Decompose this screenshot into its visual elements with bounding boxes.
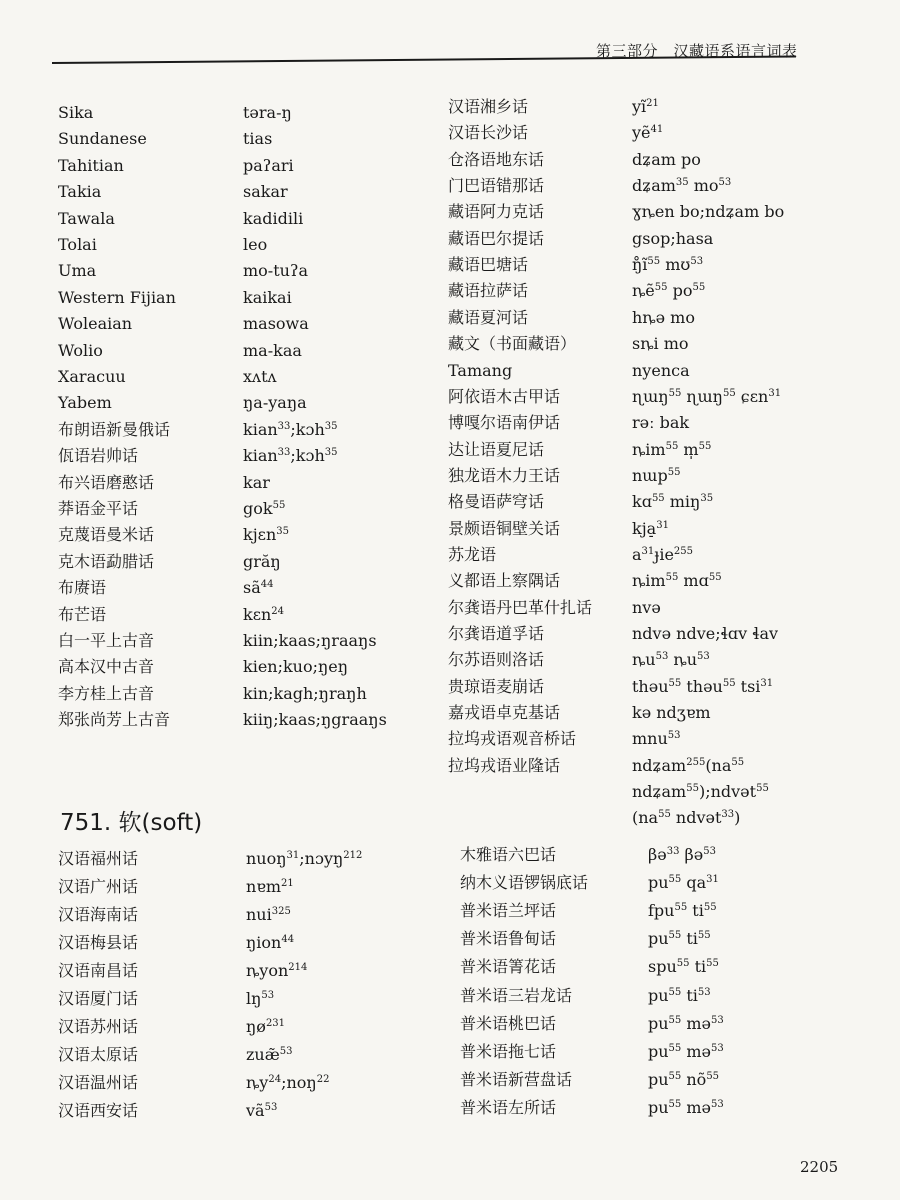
word-form: ȵyon$^{214}$ [246, 961, 308, 980]
word-form: kaikai [243, 287, 292, 307]
entry-row [58, 364, 458, 390]
entry-row [460, 954, 860, 980]
entry-row [58, 707, 458, 733]
word-form: nɯp$^{55}$ [632, 465, 681, 485]
language-name: 普米语箐花话 [460, 957, 557, 977]
entry-row [58, 958, 458, 984]
language-name: 汉语福州话 [58, 849, 139, 868]
word-form: $pu^{55}$ $ti^{55}$ [648, 929, 711, 949]
word-form: leo [243, 235, 268, 254]
language-name: 普米语桃巴话 [460, 1013, 557, 1033]
entry-row [448, 595, 848, 621]
entry-row [448, 410, 848, 436]
entry-row [448, 568, 848, 594]
language-name: 藏语阿力克话 [448, 202, 545, 222]
entry-row [448, 621, 848, 647]
entry-row [448, 147, 848, 173]
entry-row [448, 358, 848, 384]
entry-row [448, 463, 848, 489]
entry-row [448, 700, 848, 726]
language-name: Xaracuu [58, 367, 126, 386]
language-name: Tawala [58, 208, 115, 228]
word-form: sakar [243, 182, 288, 202]
word-form: kian$^{33}$;kɔh$^{35}$ [243, 419, 338, 439]
language-name: Uma [58, 261, 97, 281]
language-name: 普米语兰坪话 [460, 901, 557, 921]
entry-row [448, 331, 848, 357]
language-name: 拉坞戎语观音桥话 [448, 729, 577, 749]
word-form: kə ndʒɐm [632, 703, 711, 723]
word-form: grăŋ [243, 551, 281, 571]
language-name: 布朗语新曼俄话 [58, 419, 171, 439]
entry-row [58, 902, 458, 928]
entry-row [460, 1039, 860, 1065]
language-name: 景颇语铜壁关话 [448, 518, 561, 538]
entry-row [460, 1095, 860, 1121]
language-name: 布兴语磨憨话 [58, 472, 155, 492]
entry-row [448, 120, 848, 146]
entry-row [448, 94, 848, 120]
language-name: 苏龙语 [448, 544, 497, 564]
word-form: xʌtʌ [243, 367, 277, 386]
entry-row [58, 338, 458, 364]
language-name: 拉坞戎语业隆话 [448, 755, 561, 775]
entry-row [58, 206, 458, 232]
language-name: Sundanese [58, 129, 147, 149]
entry-row [58, 575, 458, 601]
language-name: 汉语南昌话 [58, 961, 139, 980]
entry-row [448, 226, 848, 252]
section-number: 751. [60, 810, 112, 836]
word-form: nɐm$^{21}$ [246, 877, 294, 896]
word-form: paʔari [243, 155, 294, 175]
entry-row [58, 100, 458, 126]
language-name: 藏文（书面藏语） [448, 334, 577, 354]
word-form: kian$^{33}$;kɔh$^{35}$ [243, 446, 338, 466]
word-form: gok$^{55}$ [243, 499, 286, 518]
word-form: ($na^{55}$ ndvət$^{33}$) [632, 808, 741, 828]
entry-row [58, 986, 458, 1012]
page-number: 2205 [800, 1158, 839, 1176]
entry-row [448, 726, 848, 752]
language-name: 汉语梅县话 [58, 933, 139, 952]
language-name: 郑张尚芳上古音 [58, 710, 171, 730]
entry-row [448, 252, 848, 278]
entry-row [448, 647, 848, 673]
entry-row [58, 179, 458, 205]
entry-row [58, 417, 458, 443]
word-form: $lŋ^{53}$ [246, 989, 275, 1008]
entry-row [58, 1014, 458, 1040]
entry-row [448, 674, 848, 700]
language-name: 汉语长沙话 [448, 123, 529, 143]
entry-row [460, 983, 860, 1009]
word-form: $pu^{55}$ mə$^{53}$ [648, 1041, 724, 1061]
language-name: 纳木义语锣锅底话 [460, 873, 589, 893]
entry-row [58, 470, 458, 496]
word-form: yẽ$^{41}$ [632, 123, 664, 143]
entry-row [58, 1098, 458, 1124]
entry-row [58, 126, 458, 152]
entry-row [460, 1011, 860, 1037]
language-name: 李方桂上古音 [58, 683, 155, 703]
word-form: gsop;hasa [632, 228, 714, 248]
entry-row [448, 437, 848, 463]
language-name: 汉语厦门话 [58, 989, 139, 1008]
language-name: 汉语湘乡话 [448, 97, 529, 116]
language-name: 阿依语木古甲话 [448, 386, 561, 406]
entry-row [58, 930, 458, 956]
entry-row [58, 1070, 458, 1096]
word-form: ŋion$^{44}$ [246, 933, 295, 952]
word-form: $ŋ̊ĩ^{55}$ mʊ$^{53}$ [632, 255, 704, 275]
word-form: kɑ$^{55}$ miŋ$^{35}$ [632, 492, 714, 512]
word-form: mnu$^{53}$ [632, 729, 681, 749]
word-form: masowa [243, 314, 309, 334]
word-form: kja̠$^{31}$ [632, 518, 669, 538]
language-name: 克蔑语曼米话 [58, 525, 155, 545]
entry-row [58, 874, 458, 900]
entry-row [58, 443, 458, 469]
word-form: $ȵu^{53}$ $ȵu^{53}$ [632, 650, 710, 670]
entry-row [460, 1067, 860, 1093]
language-name: 佤语岩帅话 [58, 446, 139, 466]
word-form: ȵim$^{55}$ mɑ$^{55}$ [632, 571, 722, 591]
language-name: Wolio [58, 340, 103, 360]
word-form: hȵə mo [632, 307, 695, 327]
language-name: 普米语三岩龙话 [460, 985, 573, 1005]
running-header: 第三部分 汉藏语系语言词表 [596, 42, 798, 60]
word-form: nuoŋ$^{31}$;nɔyŋ$^{212}$ [246, 849, 363, 868]
entry-row [448, 779, 848, 805]
language-name: Takia [58, 182, 102, 202]
word-form: kɛn$^{24}$ [243, 604, 285, 624]
entry-row [58, 549, 458, 575]
entry-row [448, 305, 848, 331]
language-name: Tahitian [58, 155, 124, 175]
language-name: Western Fijian [58, 287, 176, 307]
language-name: 尔苏语则洛话 [448, 650, 545, 670]
entry-row [58, 285, 458, 311]
language-name: 博嘎尔语南伊话 [448, 413, 561, 433]
word-form: kiiŋ;kaas;ŋgraaŋs [243, 710, 387, 730]
language-name: 义都语上察隅话 [448, 571, 561, 591]
entry-row [58, 496, 458, 522]
word-form: kadidili [243, 208, 304, 228]
language-name: 汉语温州话 [58, 1073, 139, 1092]
language-name: 仓洛语地东话 [448, 149, 545, 169]
word-form: ɣȵen bo;ndʑam bo [632, 202, 785, 222]
word-form: ndʑam$^{55}$);ndvət$^{55}$ [632, 782, 769, 802]
word-form: thəu$^{55}$ thəu$^{55}$ tsi$^{31}$ [632, 676, 774, 696]
language-name: Yabem [58, 393, 112, 413]
entry-row [460, 842, 860, 868]
language-name: 达让语夏尼话 [448, 439, 545, 459]
word-form: $a^{31}ɟie^{255}$ [632, 544, 693, 564]
entry-row [460, 870, 860, 896]
entry-row [448, 805, 848, 831]
word-form: $pu^{55}$ mə$^{53}$ [648, 1013, 724, 1033]
language-name: Tamang [448, 360, 513, 380]
language-name: 克木语勐腊话 [58, 551, 155, 571]
word-form: $pu^{55}$ mə$^{53}$ [648, 1097, 724, 1117]
word-form: ndvə ndve;ɬɑv ɬav [632, 624, 779, 643]
entry-row [460, 898, 860, 924]
language-name: 汉语西安话 [58, 1101, 139, 1120]
word-form: ȵim$^{55}$ m̩$^{55}$ [632, 439, 712, 459]
language-name: 普米语新营盘话 [460, 1069, 573, 1089]
entry-row [58, 1042, 458, 1068]
word-form: sȵi mo [632, 334, 689, 354]
word-form: nvə [632, 597, 661, 617]
entry-row [58, 390, 458, 416]
language-name: 藏语拉萨话 [448, 281, 529, 301]
word-form: ma-kaa [243, 340, 302, 360]
language-name: 门巴语错那话 [448, 176, 545, 196]
word-form: ŋa-yaŋa [243, 393, 307, 413]
language-name: 白一平上古音 [58, 631, 155, 650]
language-name: 高本汉中古音 [58, 657, 155, 677]
word-form: $ndʑam^{255}(na^{55}$ [632, 755, 745, 775]
entry-row [58, 522, 458, 548]
word-form: kjɛn$^{35}$ [243, 525, 289, 545]
section-name: 软(soft) [118, 810, 203, 836]
entry-row [58, 153, 458, 179]
word-form: $vã^{53}$ [246, 1101, 278, 1120]
word-form: kiin;kaas;ŋraaŋs [243, 631, 377, 650]
language-name: 布芒语 [58, 604, 107, 624]
entry-row [448, 516, 848, 542]
word-form: kien;kuo;ŋeŋ [243, 657, 349, 677]
language-name: 藏语夏河话 [448, 307, 529, 327]
word-form: $sã^{44}$ [243, 578, 274, 598]
word-form: tias [243, 129, 273, 149]
word-form: spu$^{55}$ $ti^{55}$ [648, 957, 719, 977]
entry-row [58, 654, 458, 680]
entry-row [58, 311, 458, 337]
entry-row [448, 278, 848, 304]
word-form: ɳɯŋ$^{55}$ ɳɯŋ$^{55}$ ɕɛn$^{31}$ [632, 386, 782, 406]
entry-row [58, 628, 458, 654]
section-title [60, 804, 202, 837]
entry-row [58, 846, 458, 872]
entry-row [58, 602, 458, 628]
word-form: fpu$^{55}$ $ti^{55}$ [648, 901, 717, 921]
entry-row [448, 542, 848, 568]
language-name: 布赓语 [58, 578, 107, 598]
entry-row [448, 384, 848, 410]
word-form: zuæ̃$^{53}$ [246, 1045, 293, 1064]
language-name: 汉语苏州话 [58, 1017, 139, 1036]
language-name: Tolai [58, 235, 97, 254]
language-name: Woleaian [58, 314, 133, 334]
language-name: 藏语巴塘话 [448, 255, 529, 275]
language-name: 木雅语六巴话 [460, 845, 557, 864]
word-form: $yĩ^{21}$ [632, 97, 659, 116]
word-form: mo-tuʔa [243, 261, 309, 281]
word-form: kin;kagh;ŋraŋh [243, 683, 367, 703]
word-form: dʑam po [632, 149, 701, 169]
word-form: $pu^{55}$ $ti^{53}$ [648, 985, 711, 1005]
word-form: nyenca [632, 360, 690, 380]
language-name: 嘉戎语卓克基话 [448, 703, 561, 723]
language-name: 尔龚语道孚话 [448, 624, 545, 643]
language-name: 莽语金平话 [58, 499, 139, 518]
language-name: Sika [58, 103, 94, 122]
language-name: 普米语鲁甸话 [460, 929, 557, 949]
word-form: $ŋø^{231}$ [246, 1017, 286, 1036]
entry-row [448, 199, 848, 225]
word-form: nui$^{325}$ [246, 905, 291, 924]
entry-row [58, 258, 458, 284]
word-form: ȵẽ$^{55}$ $po^{55}$ [632, 281, 706, 301]
language-name: 藏语巴尔提话 [448, 228, 545, 248]
entry-row [448, 489, 848, 515]
word-form: dʑam$^{35}$ $mo^{53}$ [632, 176, 732, 196]
language-name: 贵琼语麦崩话 [448, 676, 545, 696]
language-name: 汉语太原话 [58, 1045, 139, 1064]
word-form: βə$^{33}$ βə$^{53}$ [648, 845, 716, 864]
entry-row [448, 173, 848, 199]
language-name: 普米语拖七话 [460, 1041, 557, 1061]
language-name: 汉语海南话 [58, 905, 139, 924]
language-name: 普米语左所话 [460, 1097, 557, 1117]
language-name: 尔龚语丹巴革什扎话 [448, 597, 593, 617]
entry-row [460, 926, 860, 952]
language-name: 汉语广州话 [58, 877, 139, 896]
entry-row [58, 681, 458, 707]
language-name: 格曼语萨穹话 [448, 492, 545, 512]
word-form: $pu^{55}$ $nõ^{55}$ [648, 1069, 720, 1089]
word-form: kar [243, 472, 270, 492]
entry-row [448, 753, 848, 779]
word-form: tərа-ŋ [243, 103, 292, 122]
word-form: $pu^{55}$ $qa^{31}$ [648, 873, 719, 893]
word-form: rəː bak [632, 413, 690, 433]
word-form: $ȵy^{24};noŋ^{22}$ [246, 1073, 330, 1092]
language-name: 独龙语木力王话 [448, 465, 561, 485]
entry-row [58, 232, 458, 258]
